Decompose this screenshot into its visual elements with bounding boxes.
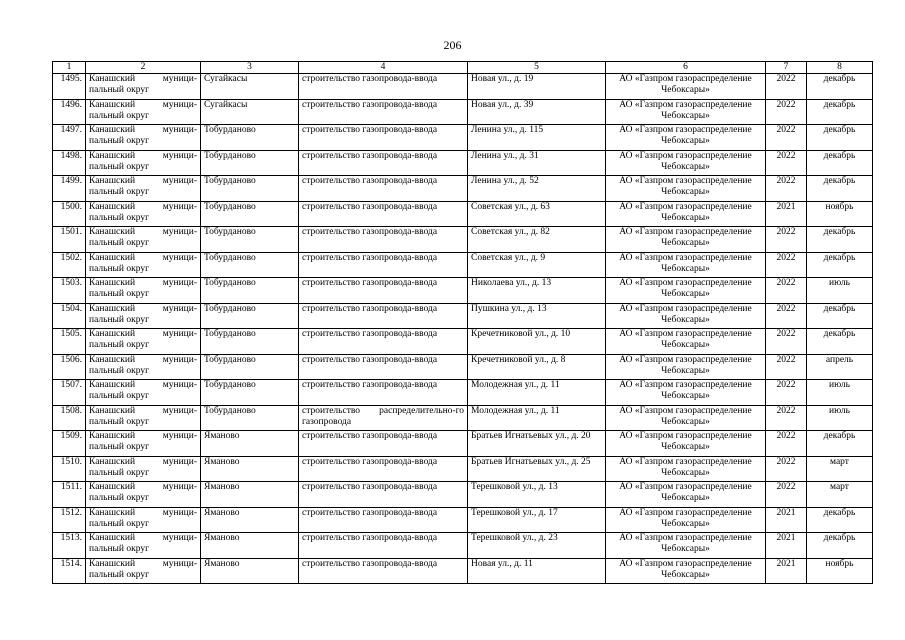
work-type-cell: строительство газопровода-ввода (299, 533, 468, 559)
table-row (53, 354, 873, 380)
row-number: 1496. (53, 99, 86, 125)
month-cell: июль (807, 380, 873, 406)
row-number: 1513. (53, 533, 86, 559)
address-cell: Пушкина ул., д. 13 (468, 303, 606, 329)
organization-cell: АО «Газпром газораспределение Чебоксары» (606, 227, 766, 253)
column-header-8: 8 (807, 62, 873, 74)
year-cell: 2022 (766, 150, 807, 176)
district-cell: Канашский муници-пальный округ (86, 533, 201, 559)
year-cell: 2021 (766, 558, 807, 584)
address-cell: Ленина ул., д. 52 (468, 176, 606, 202)
month-cell: декабрь (807, 150, 873, 176)
column-header-1: 1 (53, 62, 86, 74)
district-cell: Канашский муници-пальный округ (86, 278, 201, 304)
month-cell: июль (807, 405, 873, 431)
settlement-cell: Тобурданово (201, 125, 299, 151)
work-type-cell: строительство газопровода-ввода (299, 380, 468, 406)
address-cell: Братьев Игнатьевых ул., д. 25 (468, 456, 606, 482)
settlement-cell: Тобурданово (201, 303, 299, 329)
district-cell: Канашский муници-пальный округ (86, 227, 201, 253)
row-number: 1506. (53, 354, 86, 380)
table-row (53, 252, 873, 278)
district-cell: Канашский муници-пальный округ (86, 456, 201, 482)
organization-cell: АО «Газпром газораспределение Чебоксары» (606, 354, 766, 380)
table-row (53, 74, 873, 100)
organization-cell: АО «Газпром газораспределение Чебоксары» (606, 125, 766, 151)
work-type-cell: строительство газопровода-ввода (299, 176, 468, 202)
year-cell: 2022 (766, 125, 807, 151)
work-type-cell: строительство газопровода-ввода (299, 329, 468, 355)
column-header-4: 4 (299, 62, 468, 74)
organization-cell: АО «Газпром газораспределение Чебоксары» (606, 201, 766, 227)
organization-cell: АО «Газпром газораспределение Чебоксары» (606, 558, 766, 584)
settlement-cell: Тобурданово (201, 252, 299, 278)
month-cell: декабрь (807, 303, 873, 329)
row-number: 1511. (53, 482, 86, 508)
header-row (53, 62, 873, 74)
organization-cell: АО «Газпром газораспределение Чебоксары» (606, 329, 766, 355)
settlement-cell: Яманово (201, 558, 299, 584)
address-cell: Новая ул., д. 19 (468, 74, 606, 100)
work-type-cell: строительство газопровода-ввода (299, 252, 468, 278)
year-cell: 2022 (766, 405, 807, 431)
table-row (53, 227, 873, 253)
year-cell: 2022 (766, 278, 807, 304)
district-cell: Канашский муници-пальный округ (86, 125, 201, 151)
row-number: 1498. (53, 150, 86, 176)
settlement-cell: Яманово (201, 456, 299, 482)
year-cell: 2022 (766, 380, 807, 406)
address-cell: Новая ул., д. 39 (468, 99, 606, 125)
organization-cell: АО «Газпром газораспределение Чебоксары» (606, 456, 766, 482)
organization-cell: АО «Газпром газораспределение Чебоксары» (606, 405, 766, 431)
address-cell: Терешковой ул., д. 23 (468, 533, 606, 559)
table-row (53, 380, 873, 406)
organization-cell: АО «Газпром газораспределение Чебоксары» (606, 303, 766, 329)
month-cell: декабрь (807, 252, 873, 278)
work-type-cell: строительство газопровода-ввода (299, 278, 468, 304)
district-cell: Канашский муници-пальный округ (86, 431, 201, 457)
settlement-cell: Тобурданово (201, 278, 299, 304)
table-row (53, 99, 873, 125)
year-cell: 2022 (766, 456, 807, 482)
address-cell: Молодежная ул., д. 11 (468, 380, 606, 406)
month-cell: ноябрь (807, 558, 873, 584)
work-type-cell: строительство газопровода-ввода (299, 558, 468, 584)
year-cell: 2022 (766, 74, 807, 100)
district-cell: Канашский муници-пальный округ (86, 380, 201, 406)
district-cell: Канашский муници-пальный округ (86, 99, 201, 125)
organization-cell: АО «Газпром газораспределение Чебоксары» (606, 252, 766, 278)
column-header-5: 5 (468, 62, 606, 74)
row-number: 1509. (53, 431, 86, 457)
table-row (53, 482, 873, 508)
work-type-cell: строительство газопровода-ввода (299, 227, 468, 253)
address-cell: Советская ул., д. 82 (468, 227, 606, 253)
address-cell: Кречетниковой ул., д. 8 (468, 354, 606, 380)
row-number: 1514. (53, 558, 86, 584)
district-cell: Канашский муници-пальный округ (86, 150, 201, 176)
year-cell: 2021 (766, 201, 807, 227)
table-row (53, 558, 873, 584)
year-cell: 2022 (766, 482, 807, 508)
organization-cell: АО «Газпром газораспределение Чебоксары» (606, 74, 766, 100)
organization-cell: АО «Газпром газораспределение Чебоксары» (606, 482, 766, 508)
gasification-schedule-table (52, 61, 873, 584)
year-cell: 2022 (766, 431, 807, 457)
settlement-cell: Яманово (201, 482, 299, 508)
district-cell: Канашский муници-пальный округ (86, 303, 201, 329)
row-number: 1505. (53, 329, 86, 355)
month-cell: декабрь (807, 99, 873, 125)
table-row (53, 150, 873, 176)
row-number: 1504. (53, 303, 86, 329)
row-number: 1507. (53, 380, 86, 406)
month-cell: декабрь (807, 74, 873, 100)
table-row (53, 329, 873, 355)
row-number: 1495. (53, 74, 86, 100)
row-number: 1499. (53, 176, 86, 202)
column-header-3: 3 (201, 62, 299, 74)
year-cell: 2022 (766, 99, 807, 125)
district-cell: Канашский муници-пальный округ (86, 558, 201, 584)
district-cell: Канашский муници-пальный округ (86, 176, 201, 202)
settlement-cell: Сугайкасы (201, 74, 299, 100)
row-number: 1497. (53, 125, 86, 151)
settlement-cell: Тобурданово (201, 405, 299, 431)
organization-cell: АО «Газпром газораспределение Чебоксары» (606, 507, 766, 533)
year-cell: 2022 (766, 176, 807, 202)
address-cell: Терешковой ул., д. 17 (468, 507, 606, 533)
address-cell: Братьев Игнатьевых ул., д. 20 (468, 431, 606, 457)
table-row (53, 303, 873, 329)
work-type-cell: строительство газопровода-ввода (299, 507, 468, 533)
month-cell: ноябрь (807, 201, 873, 227)
organization-cell: АО «Газпром газораспределение Чебоксары» (606, 380, 766, 406)
page-number: 206 (443, 38, 462, 52)
district-cell: Канашский муници-пальный округ (86, 405, 201, 431)
work-type-cell: строительство газопровода-ввода (299, 354, 468, 380)
settlement-cell: Тобурданово (201, 227, 299, 253)
settlement-cell: Тобурданово (201, 176, 299, 202)
month-cell: декабрь (807, 227, 873, 253)
row-number: 1508. (53, 405, 86, 431)
table-row (53, 405, 873, 431)
year-cell: 2021 (766, 533, 807, 559)
address-cell: Новая ул., д. 11 (468, 558, 606, 584)
district-cell: Канашский муници-пальный округ (86, 329, 201, 355)
work-type-cell: строительство газопровода-ввода (299, 303, 468, 329)
month-cell: декабрь (807, 125, 873, 151)
address-cell: Молодежная ул., д. 11 (468, 405, 606, 431)
year-cell: 2022 (766, 303, 807, 329)
settlement-cell: Тобурданово (201, 329, 299, 355)
table-body (53, 74, 873, 584)
settlement-cell: Тобурданово (201, 380, 299, 406)
month-cell: март (807, 456, 873, 482)
table-row (53, 278, 873, 304)
table-row (53, 533, 873, 559)
row-number: 1501. (53, 227, 86, 253)
table-row (53, 456, 873, 482)
year-cell: 2022 (766, 329, 807, 355)
work-type-cell: строительство газопровода-ввода (299, 74, 468, 100)
table-row (53, 125, 873, 151)
address-cell: Николаева ул., д. 13 (468, 278, 606, 304)
district-cell: Канашский муници-пальный округ (86, 507, 201, 533)
district-cell: Канашский муници-пальный округ (86, 354, 201, 380)
work-type-cell: строительство распределительно-го газопровода (299, 405, 468, 431)
district-cell: Канашский муници-пальный округ (86, 74, 201, 100)
column-header-6: 6 (606, 62, 766, 74)
column-header-7: 7 (766, 62, 807, 74)
district-cell: Канашский муници-пальный округ (86, 201, 201, 227)
year-cell: 2022 (766, 252, 807, 278)
table-header (53, 62, 873, 74)
settlement-cell: Яманово (201, 431, 299, 457)
address-cell: Терешковой ул., д. 13 (468, 482, 606, 508)
row-number: 1500. (53, 201, 86, 227)
settlement-cell: Яманово (201, 533, 299, 559)
table-row (53, 431, 873, 457)
row-number: 1502. (53, 252, 86, 278)
row-number: 1512. (53, 507, 86, 533)
row-number: 1503. (53, 278, 86, 304)
district-cell: Канашский муници-пальный округ (86, 252, 201, 278)
settlement-cell: Сугайкасы (201, 99, 299, 125)
month-cell: декабрь (807, 176, 873, 202)
month-cell: июль (807, 278, 873, 304)
month-cell: март (807, 482, 873, 508)
work-type-cell: строительство газопровода-ввода (299, 201, 468, 227)
organization-cell: АО «Газпром газораспределение Чебоксары» (606, 431, 766, 457)
table-row (53, 507, 873, 533)
address-cell: Ленина ул., д. 31 (468, 150, 606, 176)
district-cell: Канашский муници-пальный округ (86, 482, 201, 508)
settlement-cell: Тобурданово (201, 201, 299, 227)
work-type-cell: строительство газопровода-ввода (299, 482, 468, 508)
month-cell: декабрь (807, 533, 873, 559)
table-row (53, 176, 873, 202)
year-cell: 2022 (766, 227, 807, 253)
address-cell: Ленина ул., д. 115 (468, 125, 606, 151)
year-cell: 2021 (766, 507, 807, 533)
row-number: 1510. (53, 456, 86, 482)
organization-cell: АО «Газпром газораспределение Чебоксары» (606, 533, 766, 559)
organization-cell: АО «Газпром газораспределение Чебоксары» (606, 278, 766, 304)
work-type-cell: строительство газопровода-ввода (299, 456, 468, 482)
settlement-cell: Тобурданово (201, 150, 299, 176)
year-cell: 2022 (766, 354, 807, 380)
work-type-cell: строительство газопровода-ввода (299, 125, 468, 151)
organization-cell: АО «Газпром газораспределение Чебоксары» (606, 176, 766, 202)
settlement-cell: Тобурданово (201, 354, 299, 380)
work-type-cell: строительство газопровода-ввода (299, 99, 468, 125)
month-cell: декабрь (807, 431, 873, 457)
month-cell: апрель (807, 354, 873, 380)
organization-cell: АО «Газпром газораспределение Чебоксары» (606, 150, 766, 176)
month-cell: декабрь (807, 507, 873, 533)
settlement-cell: Яманово (201, 507, 299, 533)
work-type-cell: строительство газопровода-ввода (299, 431, 468, 457)
work-type-cell: строительство газопровода-ввода (299, 150, 468, 176)
organization-cell: АО «Газпром газораспределение Чебоксары» (606, 99, 766, 125)
address-cell: Кречетниковой ул., д. 10 (468, 329, 606, 355)
table-row (53, 201, 873, 227)
month-cell: декабрь (807, 329, 873, 355)
address-cell: Советская ул., д. 9 (468, 252, 606, 278)
column-header-2: 2 (86, 62, 201, 74)
address-cell: Советская ул., д. 63 (468, 201, 606, 227)
